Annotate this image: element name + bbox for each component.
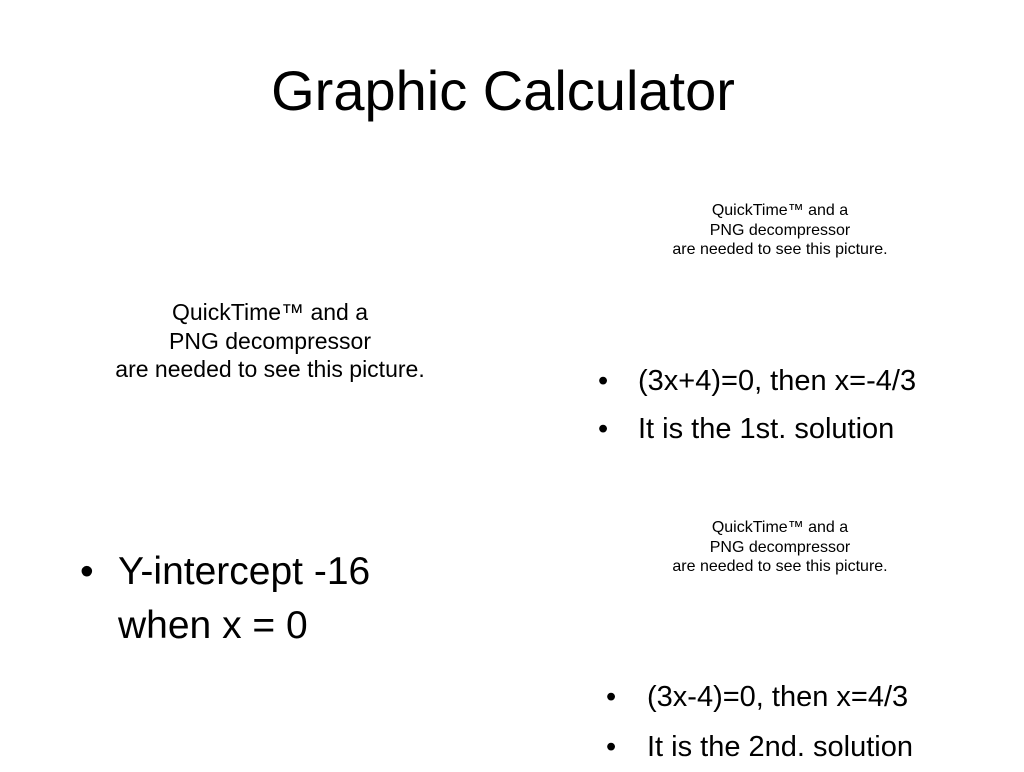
bullet-icon: • [598, 365, 609, 397]
placeholder-line: are needed to see this picture. [115, 356, 425, 382]
solution-1-bullet-list [598, 357, 916, 453]
bullet-item [606, 722, 913, 772]
bullet-text: It is the 2nd. solution [647, 731, 913, 763]
placeholder-line: QuickTime™ and a [711, 202, 849, 219]
bullet-icon: • [606, 731, 617, 763]
placeholder-line: PNG decompressor [709, 221, 851, 239]
image-placeholder-left [60, 298, 480, 384]
placeholder-line: PNG decompressor [169, 327, 371, 354]
placeholder-line: QuickTime™ and a [711, 519, 849, 536]
bullet-icon: • [80, 550, 94, 593]
bullet-item [606, 672, 913, 722]
placeholder-line: are needed to see this picture. [672, 558, 888, 575]
bullet-text: (3x-4)=0, then x=4/3 [647, 681, 909, 713]
bullet-icon: • [606, 681, 617, 713]
bullet-icon: • [598, 413, 609, 445]
bullet-item [598, 357, 916, 405]
bullet-text: Y-intercept -16 when x = 0 [118, 550, 371, 647]
y-intercept-bullet-list [80, 545, 440, 653]
placeholder-line: are needed to see this picture. [672, 241, 888, 258]
slide-title: Graphic Calculator [271, 59, 735, 122]
image-placeholder-top-right [630, 201, 930, 260]
bullet-text: (3x+4)=0, then x=-4/3 [638, 365, 917, 397]
placeholder-line: QuickTime™ and a [172, 299, 368, 325]
solution-2-bullet-list [606, 672, 913, 772]
bullet-item [598, 405, 916, 453]
bullet-text: It is the 1st. solution [638, 413, 895, 445]
bullet-item [80, 545, 440, 653]
placeholder-line: PNG decompressor [709, 538, 851, 556]
image-placeholder-bottom-right [630, 518, 930, 577]
